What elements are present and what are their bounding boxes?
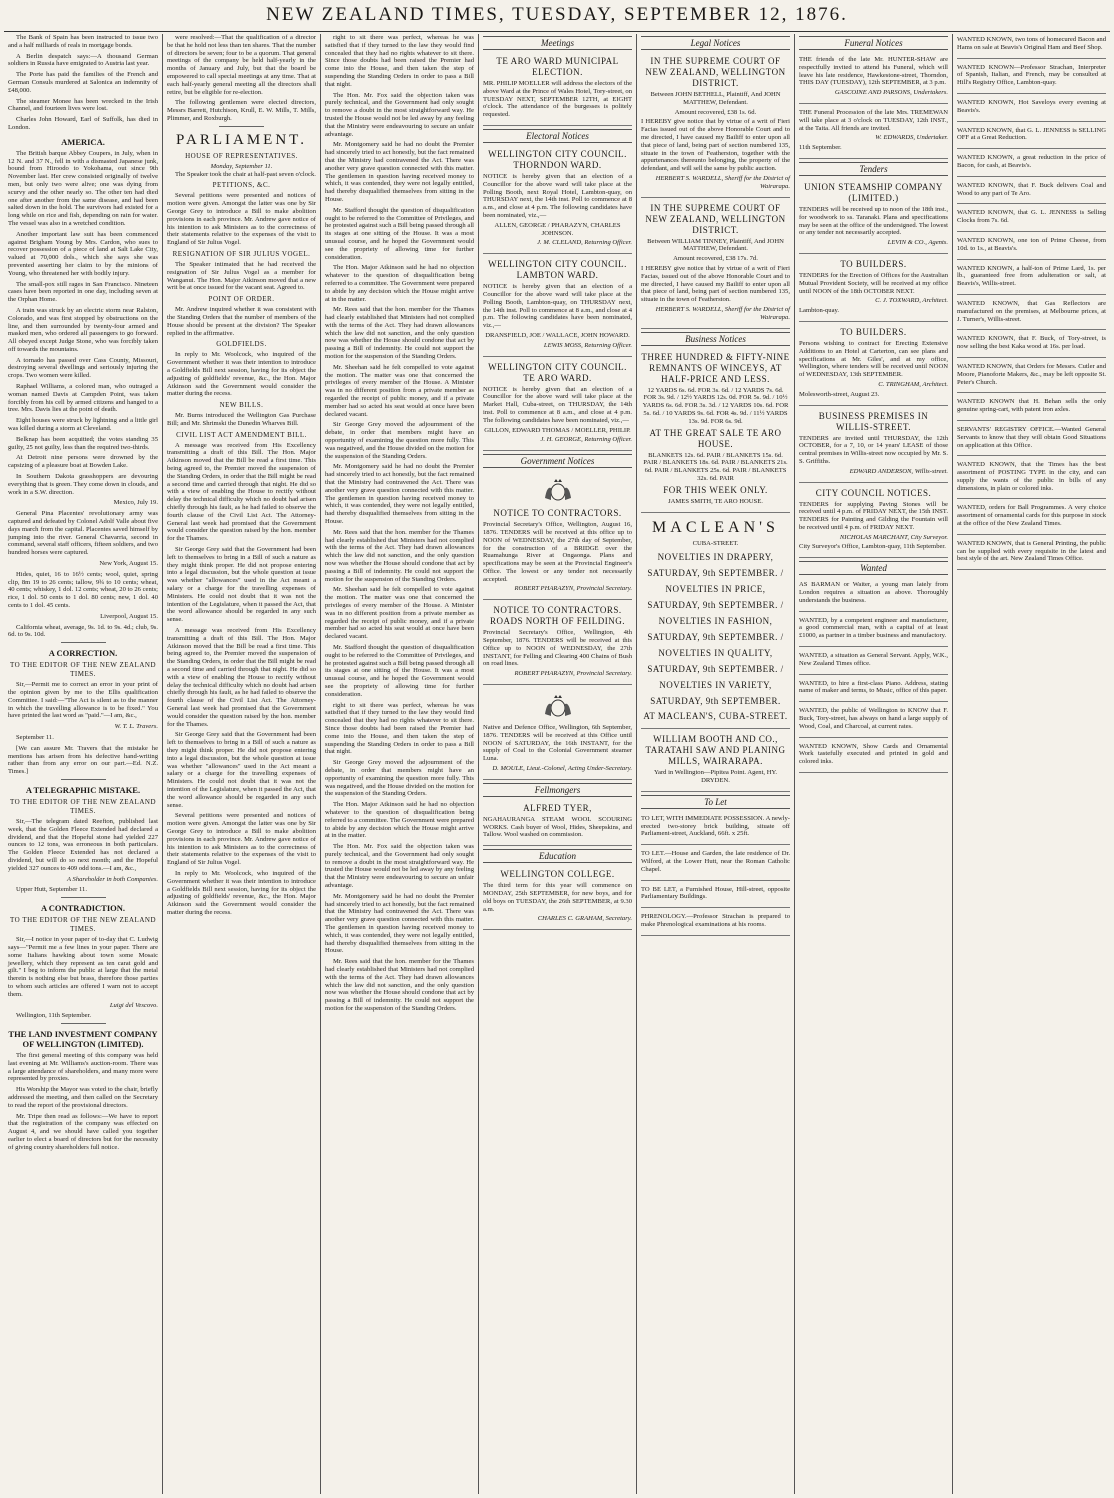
- contradiction-heading: A CONTRADICTION.: [40, 903, 126, 914]
- masthead: NEW ZEALAND TIMES, TUESDAY, SEPTEMBER 12, 1876.: [266, 4, 848, 25]
- phrenology-ad: [641, 911, 790, 936]
- to-let-section-heading: To Let: [641, 795, 790, 809]
- to-let-ad: [641, 884, 790, 909]
- column-4: [478, 34, 636, 1494]
- ad-text: WANTED, by a competent engineer and manufacturer, a good commercial man, with a capital of at least £1000, as partner in a timber business and manufactory.: [799, 616, 948, 640]
- price-list: BLANKETS 12s. 6d. PAIR / BLANKETS 15s. 6d. PAIR / BLANKETS 18s. 6d. PAIR / BLANKETS 21s. 6d. PAIR / BLANKETS 25s. 6d. PAIR / BLANKETS 32s. 6d. PAIR: [643, 451, 788, 482]
- education-section-heading: Education: [483, 849, 632, 863]
- signature: D. MOULE, Lieut.-Colonel, Acting Under-Secretary.: [492, 765, 632, 773]
- paragraph: General Pina Placentes' revolutionary army was captured and defeated by Colonel Adolf Valle about five days march from the capital. Placentes saved himself by jumping into the river. General Chavarria, second in command, several staff officers, fifteen soldiers, and two hundred horses were captured.: [8, 510, 158, 557]
- ad-text: WANTED KNOWN, a half-ton of Prime Lard, 1s. per lb., guaranteed free from adulteration or salt, at Beavis's, Willis-street.: [957, 264, 1106, 288]
- correction-heading: A CORRECTION.: [48, 648, 118, 659]
- ad-text: WANTED KNOWN, one ton of Prime Cheese, from 10d. to 1s., at Beavis's.: [957, 236, 1106, 252]
- royal-crest-icon: [541, 478, 575, 504]
- notice-text: Native and Defence Office, Wellington, 6th September, 1876. TENDERS will be received at this Office until NOON of SATURDAY, the 16th INSTANT, for the supply of Coal to the Colonial Government steamer Luna.: [483, 724, 632, 763]
- telegraphic-heading: A TELEGRAPHIC MISTAKE.: [25, 784, 141, 795]
- meeting-notice: [483, 54, 632, 126]
- petitions-heading: PETITIONS, &C.: [212, 181, 271, 190]
- paragraph: Hides, quiet, 16 to 16½ cents; wool, quiet, spring clip, 8m 19 to 26 cents; tallow, 9¾ to 10 cents; wheat, 40 cents; whiskey, 1 dol. 12 cents; wheat, 20 to 26 cents; rice, 1 dol. 50 cents to 1 dol. 80 cents; new, 1 dol. 40 cents to 1 dol. 45 cents.: [8, 570, 158, 609]
- ad-text: WANTED KNOWN, Show Cards and Ornamental Work tastefully executed and printed in gold and colored inks.: [799, 742, 948, 766]
- column-6: [794, 34, 952, 1494]
- to-let-ad: [641, 813, 790, 845]
- newspaper-columns: [4, 34, 1110, 1494]
- to-let-ad: [641, 848, 790, 880]
- ad-text: WANTED, orders for Ball Programmes. A very choice assortment of ornamental cards for this purpose in stock at the office of the New Zealand Times.: [957, 504, 1106, 528]
- wanted-ad: [799, 615, 948, 647]
- column-7: [952, 34, 1110, 1494]
- letter-address: TO THE EDITOR OF THE NEW ZEALAND TIMES.: [9, 797, 156, 815]
- column-3: [320, 34, 478, 1494]
- dateline: September 11.: [16, 733, 54, 741]
- paragraph: The Hon. Mr. Fox said the objection taken was purely technical, and the Government had only sought to remove a doubt in the most straightforward way. He trusted the House would not be led away by any feeling that the Ministry were endeavouring to secure an unfair advantage.: [325, 843, 474, 890]
- paragraph: The Speaker took the chair at half-past seven o'clock.: [175, 170, 316, 178]
- te-aro-house-ad: [641, 350, 790, 513]
- wanted-ad: [957, 207, 1106, 232]
- goldfields-heading: GOLDFIELDS.: [216, 340, 267, 349]
- notice-title: NOTICE TO CONTRACTORS. ROADS NORTH OF FEILDING.: [490, 605, 625, 627]
- paragraph: Charles John Howard, Earl of Suffolk, has died in London.: [8, 116, 158, 131]
- paragraph: Belknap has been acquitted; the votes standing 35 guilty, 25 not guilty, less than the required two-thirds.: [8, 435, 158, 451]
- paragraph: The Hon. Major Atkinson said he had no objection whatever to the question of disqualification being referred to a committee. The Government were prepared to abide by any decision which the House might arrive at in the matter.: [325, 264, 474, 303]
- signature: JAMES SMITH, TE ARO HOUSE.: [668, 497, 763, 505]
- notice-title: TE ARO WARD MUNICIPAL ELECTION.: [496, 56, 619, 77]
- paragraph: Eight houses were struck by lightning and a little girl was killed during a storm at Cleveland.: [8, 417, 158, 433]
- signature: CHARLES C. GRAHAM, Secretary.: [537, 915, 632, 923]
- candidates: DRANSFIELD, JOE / WALLACE, JOHN HOWARD.: [485, 331, 630, 339]
- dateline: Mexico, July 19.: [113, 499, 158, 507]
- ad-title: TO BUILDERS.: [840, 326, 907, 337]
- ad-title: CITY COUNCIL NOTICES.: [815, 487, 932, 498]
- dateline: Molesworth-street, August 23.: [799, 390, 880, 398]
- signature: W. EDWARDS, Undertaker.: [875, 134, 948, 142]
- notice-text: THE friends of the late Mr. HUNTER-SHAW are respectfully invited to attend his Funeral, which will leave his late residence, Hawkestone-street, Thorndon, THIS DAY (TUESDAY), 12th SEPTEMBER, at 3 p.m.: [799, 56, 948, 87]
- paragraph: At Detroit nine persons were drowned by the capsizing of a pleasure boat at Bowden Lake.: [8, 454, 158, 470]
- signature: ROBERT PHARAZYN, Provincial Secretary.: [514, 670, 632, 678]
- funeral-notice: [799, 54, 948, 104]
- royal-crest-icon: [541, 694, 575, 720]
- paragraph: The Bank of Spain has been instructed to issue two and a half milliards of reals in mortgage bonds.: [8, 34, 158, 49]
- notice-text: I HEREBY give notice that by virtue of a writ of Fieri Facias issued out of the above Honorable Court and to me directed, I have caused my Bailiff to enter upon all that piece of land, being part of section numbered 135, situate in the town of Featherston, together with the appurtenances thereunto belonging, the property of the defendant, and will sell the same by public auction.: [641, 118, 790, 173]
- ad-text: WANTED KNOWN that H. Behan sells the only genuine spring-cart, with patent iron axles.: [957, 398, 1106, 414]
- separator: [61, 642, 106, 643]
- paragraph: Mr. Andrew inquired whether it was consistent with the Standing Orders that the number of members of the House should be present at the division? The Speaker replied in the affirmative.: [167, 306, 316, 337]
- ad-text: WANTED KNOWN, Hot Saveloys every evening at Beavis's.: [957, 98, 1106, 114]
- tender-ad: [799, 180, 948, 254]
- signature: ROBERT PHARAZYN, Provincial Secretary.: [514, 585, 632, 593]
- ad-title: THREE HUNDRED & FIFTY-NINE REMNANTS OF WINCEYS, AT HALF-PRICE AND LESS.: [641, 351, 790, 384]
- paragraph: The following gentlemen were elected directors, Messrs Barrett, Hutchison, Krull, E. W. Mills, T. Mills, Plimmer, and Roxburgh.: [167, 99, 316, 122]
- wanted-ad: [957, 361, 1106, 393]
- ad-text: TO BE LET, a Furnished House, Hill-street, opposite Parliamentary Buildings.: [641, 885, 790, 901]
- wanted-ad: [957, 298, 1106, 330]
- paragraph: The Hon. Mr. Fox said the objection taken was purely technical, and the Government had only sought to remove a doubt in the most straightforward way. He trusted the House would not be led away by any feeling that the Ministry were endeavouring to secure an unfair advantage.: [325, 91, 474, 138]
- dateline: Lambton-quay.: [799, 307, 840, 315]
- signature: EDWARD ANDERSON, Willis-street.: [849, 467, 948, 475]
- ad-lines: NOVELTIES IN DRAPERY, SATURDAY, 9th SEPTEMBER. / NOVELTIES IN PRICE, SATURDAY, 9th SEPTEMBER. / NOVELTIES IN FASHION, SATURDAY, 9th SEPTEMBER. / NOVELTIES IN QUALITY, SATURDAY, 9th SEPTEMBER. / NOVELTIES IN VARIETY, SATURDAY, 9th SEPTEMBER.: [647, 552, 784, 707]
- notice-text: NOTICE is hereby given that an election of a Councillor for the above ward will take place at the Market Hall, Cuba-street, on THURSDAY, the 14th inst. Poll to commence at 8 a.m., and close at 4 p.m. The following candidates have been nominated, viz.,—: [483, 385, 632, 424]
- wanted-ad: [799, 678, 948, 703]
- separator: [61, 1023, 106, 1024]
- government-section-heading: Government Notices: [483, 454, 632, 468]
- notice-text: NOTICE is hereby given that an election of a Councillor for the above ward will take place at the Polling Booth, Lambton-quay, on THURSDAY next, the 14th inst. Poll to commence at 8 a.m., and close at 4 p.m. The following candidates have been nominated, viz.,—: [483, 283, 632, 330]
- maclean-ad: [641, 516, 790, 730]
- paragraph: Mr. Montgomery said he had no doubt the Premier had sincerely tried to act honestly, but the fact remained that the Ministry had contravened the Act. There was another very grave question connected with this matter. The gentlemen in question having received money to which, it was contended, they were not legally entitled, had thereby disqualified themselves from sitting in the House.: [325, 141, 474, 203]
- house-heading: HOUSE OF REPRESENTATIVES.: [185, 151, 298, 160]
- notice-title: WELLINGTON CITY COUNCIL. LAMBTON WARD.: [488, 259, 627, 281]
- paragraph: The British barque Abbey Coupers, in July, when in 12 N. and 37 N., fell in with a dismasted Japanese junk, bound from Hiroodo to Yokohama, out since 9th November last. Her crew consisted originally of twelve men, but only two were alive; one was dying from scurvy and the other nearly so. The other ten had died one after another from the same disease, and had been salted down in the hold. The survivors had existed for a long while on rice and fish, depending on rain for water. The vessel was also in a wretched condition.: [8, 149, 158, 227]
- ad-text: TENDERS for the Erection of Offices for the Australian Mutual Provident Society, will be received at my office until NOON of the 18th OCTOBER NEXT.: [799, 271, 948, 295]
- signature: A Shareholder in both Companies.: [66, 875, 158, 883]
- paragraph: Mr. Sheehan said he felt compelled to vote against the motion. The matter was one that concerned the privileges of every member of the House. A Minister was in no different position from a private member as regarded the receipt of public money, and if a private member had so acted his seat would at once have been declared vacant.: [325, 363, 474, 418]
- wanted-ad: [799, 741, 948, 773]
- signature: Luigi del Vescovo.: [109, 1001, 158, 1009]
- signature: HERBERT S. WARDELL, Sheriff for the District of Wairarapa.: [655, 305, 790, 321]
- signature: LEVIN & CO., Agents.: [887, 239, 948, 247]
- column-1: [4, 34, 162, 1494]
- ad-text: WANTED KNOWN—Professor Strachan, Interpreter of Spanish, Italian, and French, may be consulted at Hill's Registry Office, Lambton-quay.: [957, 63, 1106, 87]
- signature: HERBERT S. WARDELL, Sheriff for the District of Wairarapa.: [655, 174, 790, 190]
- wanted-ad: [957, 396, 1106, 421]
- paragraph: A message was received from His Excellency transmitting a draft of this Bill. The Hon. Major Atkinson moved that the Bill be read a first time. This being agreed to, the Premier moved the suspension of the Standing Orders, in order that the Bill might be read a second time and carried through that night. He did so with a view of enabling the House to rectify without delay the technical difficulty which no doubt had arisen chiefly through his fault, as he had failed to observe the fourth clause of the Civil List Act. The Attorney-General last week had promised that the Government would consider the question raised by the hon. member for the Thames.: [167, 627, 316, 728]
- paragraph: Several petitions were presented and notices of motion were given. Amongst the latter was one by Sir George Grey to introduce a Bill to make abolition provisions in each province. Mr. Andrew gave notice of his intention to ask Ministers as to the correctness of their statements relative to the expenses of the visit to England of Sir Julius Vogel.: [167, 192, 316, 247]
- ad-text: Yard in Wellington—Pipitea Point. Agent, HY. DRYDEN.: [653, 769, 778, 785]
- paragraph: Mr. Montgomery said he had no doubt the Premier had sincerely tried to act honestly, but the fact remained that the Ministry had contravened the Act. There was another very grave question connected with this matter. The gentlemen in question having received money to which, it was contended, they were not legally entitled, had thereby disqualified themselves from sitting in the House.: [325, 463, 474, 526]
- ad-text: WANTED KNOWN, that is General Printing, the public can be supplied with every requisite in the latest and best style of the art. New Zealand Times Office.: [957, 539, 1106, 563]
- paragraph: Sir,—The telegram dated Reefton, published last week, that the Golden Fleece Extended had declared a dividend, and that the Hopeful stone had yielded 227 ounces to 12 tons, was erroneous in both particulars. The Golden Fleece Extended has not declared a dividend, but will do so next month; and the Hopeful yielded 327 ounces to 409 odd tons.—I am, &c.,: [8, 817, 158, 872]
- electoral-notice: [483, 147, 632, 254]
- paragraph: Mr. Tripe then read as follows:—We have to report that the registration of the company was effected on August 4, and we should have called you together earlier to elect a board of directors but for the necessity of giving country shareholders full notice.: [8, 1112, 158, 1151]
- wanted-ad: [957, 34, 1106, 59]
- paragraph: right to sit there was perfect, whereas he was satisfied that if they turned to the law they would find concealed that they had no rights whatever to sit there. Since those doubts had been raised the Premier had come into the House, and then taken the step of suspending the Standing Orders in order to pass a Bill that night.: [325, 701, 474, 756]
- ad-text: TENDERS are invited until THURSDAY, the 12th OCTOBER, for a 7, 10, or 14 years' LEASE of those central premises in Willis-street now occupied by Mr. S. S. Griffiths.: [799, 434, 948, 465]
- paragraph: His Worship the Mayor was voted to the chair, briefly addressed the meeting, and then called on the Secretary to read the report of the provisional directors.: [8, 1086, 158, 1109]
- government-notice: [483, 688, 632, 780]
- resignation-heading: RESIGNATION OF SIR JULIUS VOGEL.: [172, 249, 311, 258]
- paragraph: A train was struck by an electric storm near Ralston, Colorado, and was first stopped by obstructions on the line, and then surrounded by twenty-four armed and masked men, who ordered all passengers to go forward. All obeyed except Judge Stone, who was forcibly taken off towards the mountains.: [8, 306, 158, 353]
- wanted-ad: [957, 97, 1106, 122]
- ad-text: WANTED KNOWN, that F. Buck delivers Coal and Wood to any part of Te Aro.: [957, 181, 1106, 197]
- paragraph: A message was received from His Excellency transmitting a draft of this Bill. The Hon. Major Atkinson moved that the Bill be read a first time. This being agreed to, the Premier moved the suspension of the Standing Orders, in order that the Bill might be read a second time and carried through that night. He did so with a view of enabling the House to rectify without delay the technical difficulty which no doubt had arisen chiefly through his fault, as he had failed to observe the fourth clause of the Civil List Act. The Attorney-General last week had promised that the Government would consider the question raised by the hon. member for the Thames.: [167, 441, 316, 543]
- electoral-notice: [483, 360, 632, 452]
- separator: [61, 897, 106, 898]
- signature: W. T. L. Travers.: [114, 723, 158, 731]
- education-ad: [483, 867, 632, 930]
- paragraph: A Berlin despatch says:—A thousand German soldiers in Russia have emigrated to Austria last year.: [8, 52, 158, 68]
- wanted-ad: [957, 502, 1106, 534]
- dateline: City Surveyor's Office, Lambton-quay, 11th September.: [799, 543, 946, 551]
- ad-text: TENDERS will be received up to noon of the 18th inst., for woodwork to ss. Taranaki. Plans and specifications may be seen at the office of the undersigned. The lowest or any tender not necessarily accepted.: [799, 205, 948, 237]
- wanted-ad: [957, 62, 1106, 94]
- land-company-heading: THE LAND INVESTMENT COMPANY OF WELLINGTON (LIMITED).: [8, 1029, 158, 1050]
- dateline: Wellington, 11th September.: [16, 1012, 92, 1020]
- masthead-rule: [4, 31, 1110, 32]
- america-heading: AMERICA.: [61, 136, 105, 147]
- wanted-ad: [799, 650, 948, 675]
- ad-text: TO LET, WITH IMMEDIATE POSSESSION. A newly-erected two-storey brick building, situate off Parliament-street, Auckland, 66ft. x 25ft.: [641, 814, 790, 838]
- tender-ad: [799, 325, 948, 406]
- paragraph: The Speaker intimated that he had received the resignation of Sir Julius Vogel as a member for Wanganui. The Hon. Major Atkinson moved that a new writ be at once issued for the vacant seat. Agreed to.: [167, 260, 316, 292]
- new-bills-heading: NEW BILLS.: [219, 401, 264, 410]
- signature: GASCOINE AND PARSONS, Undertakers.: [834, 89, 948, 97]
- paragraph: The first general meeting of this company was held last evening at Mr. Williams's auction-room. There was a large attendance of shareholders, and many more were represented by proxies.: [8, 1052, 158, 1083]
- paragraph: Mr. Rees said that the hon. member for the Thames had clearly established that Ministers had not complied with the terms of the Act. They had drawn allowances which the law did not sanction, and the only question now was whether the House should condone that act by passing a Bill of indemnity. He could not support the motion for the suspension of the Standing Orders.: [325, 528, 474, 583]
- candidates: ALLEN, GEORGE / PHARAZYN, CHARLES JOHNSON.: [494, 221, 621, 237]
- wanted-ad: [957, 263, 1106, 295]
- ad-text: WANTED KNOWN, that Gas Reflectors are manufactured on the premises, at Melbourne prices, at J. Turner's, Willis-street.: [957, 299, 1106, 323]
- letter-address: TO THE EDITOR OF THE NEW ZEALAND TIMES.: [9, 916, 156, 934]
- paragraph: [We can assure Mr. Travers that the mistake he mentions has arisen from his defective hand-writing rather than from any error on our part.—Ed. N.Z. Times.]: [8, 744, 158, 776]
- tender-ad: [799, 257, 948, 322]
- fellmonger-ad: [483, 801, 632, 846]
- paragraph: Mr. Burns introduced the Wellington Gas Purchase Bill; and Mr. Shrimski the Dunedin Wharves Bill.: [167, 412, 316, 427]
- ad-text: NGAHAURANGA STEAM WOOL SCOURING WORKS. Cash buyer of Wool, Hides, Sheepskins, and Tallow. Wool washed on commission.: [483, 815, 632, 839]
- paragraph: were resolved:—That the qualification of a director be that he hold not less than ten shares. That the number of directors be seven; four to be a quorum. That general meetings of the company be held half-yearly in the months of January and July, but that the board be empowered to call special meetings at any time. That at each half-yearly general meeting all the directors shall retire, but be eligible for re-election.: [167, 34, 316, 96]
- paragraph: Sir George Grey moved the adjournment of the debate, in order that members might have an opportunity of examining the question more fully. This was negatived, and the House divided on the motion for the suspension of the Standing Orders.: [325, 759, 474, 798]
- ad-text: The third term for this year will commence on MONDAY, 25th SEPTEMBER, for new boys, and for old boys on TUESDAY, the 26th SEPTEMBER, at 9.30 a.m.: [483, 882, 632, 913]
- amount: Amount recovered, £38 17s. 7d.: [673, 255, 758, 263]
- ad-subtitle: FOR THIS WEEK ONLY.: [663, 484, 768, 495]
- ad-text: WANTED, the public of Wellington to KNOW that F. Buck, Tory-street, has always on hand a large supply of Wood, Coal, and Charcoal, at current rates.: [799, 707, 948, 730]
- paragraph: California wheat, average, 9s. 1d. to 9s. 4d.; club, 9s. 6d. to 9s. 10d.: [8, 623, 158, 639]
- notice-title: WELLINGTON CITY COUNCIL. THORNDON WARD.: [488, 148, 627, 170]
- ad-title: ALFRED TYER,: [523, 802, 592, 813]
- ad-text: WANTED, a situation as General Servant. Apply, W.K., New Zealand Times office.: [799, 652, 948, 667]
- ad-street: CUBA-STREET.: [692, 539, 739, 547]
- ad-title: UNION STEAMSHIP COMPANY (LIMITED.): [804, 181, 943, 203]
- paragraph: The steamer Monee has been wrecked in the Irish Channel, and fourteen lives were lost.: [8, 97, 158, 113]
- signature: NICHOLAS MARCHANT, City Surveyor.: [839, 533, 948, 541]
- column-2: [162, 34, 320, 1494]
- ad-text: WANTED KNOWN, a great reduction in the price of Bacon, for cash, at Beavis's.: [957, 154, 1106, 169]
- dateline: Liverpool, August 15.: [100, 612, 158, 620]
- amount: Amount recovered, £38 1s. 6d.: [674, 108, 757, 116]
- ad-text: SERVANTS' REGISTRY OFFICE.—Wanted General Servants to know that they will obtain Good Situations on application at this Office.: [957, 425, 1106, 449]
- ad-text: PHRENOLOGY.—Professor Strachan is prepared to make Phrenological examinations at his rooms.: [641, 913, 790, 929]
- ad-text: WANTED KNOWN, that Orders for Messrs. Cutler and Moore, Pianoforte Makers, &c., may be left opposite St. Peter's Church.: [957, 362, 1106, 386]
- ad-title: WILLIAM BOOTH AND CO., TARATAHI SAW AND PLANING MILLS, WAIRARAPA.: [645, 734, 786, 767]
- price-list: 12 YARDS 6s. 6d. FOR 3s. 6d. / 12 YARDS 7s. 6d. FOR 3s. 9d. / 12½ YARDS 12s. 0d. FOR 5s. 9d. / 10½ YARDS 6s. 6d. FOR 3s. 3d. / 12 YARDS 10s. 6d. FOR 5s. 6d. / 10 YARDS 9s. 6d. FOR 4s. 9d. / 11½ YARDS 13s. 9d. FOR 6s. 9d.: [642, 386, 789, 425]
- ad-title: BUSINESS PREMISES IN WILLIS-STREET.: [818, 410, 929, 432]
- house-date: Monday, September 11.: [210, 162, 273, 170]
- meetings-section-heading: Meetings: [483, 36, 632, 50]
- notice-text: THE Funeral Procession of the late Mrs. TREMEWAN will take place at 3 o'clock on TUESDAY, 12th INST., at the Taita. All friends are invited.: [799, 108, 948, 132]
- ad-text: TO LET.—House and Garden, the late residence of Dr. Wilford, at the Lower Hutt, near the Roman Catholic Chapel.: [641, 850, 790, 873]
- paragraph: Mr. Sheehan said he felt compelled to vote against the motion. The matter was one that concerned the privileges of every member of the House. A Minister was in no different position from a private member as regarded the receipt of public money, and if a private member had so acted his seat would at once have been declared vacant.: [325, 586, 474, 641]
- wanted-ad: [799, 579, 948, 611]
- signature: J. H. GEORGE, Returning Officer.: [540, 436, 632, 444]
- tenders-section-heading: Tenders: [799, 162, 948, 176]
- paragraph: Mr. Rees said that the hon. member for the Thames had clearly established that Ministers had not complied with the terms of the Act. They had drawn allowances which the law did not sanction, and the only question now was whether the House should condone that act by passing a Bill of indemnity. He could not support the motion for the suspension of the Standing Orders.: [325, 306, 474, 361]
- electoral-section-heading: Electoral Notices: [483, 129, 632, 143]
- wanted-ad: [957, 538, 1106, 570]
- parties: Between WILLIAM TINNEY, Plaintiff, And JOHN MATTHEW, Defendant.: [647, 237, 784, 253]
- paragraph: The Hon. Major Atkinson said he had no objection whatever to the question of disqualification being referred to a committee. The Government were prepared to abide by any decision which the House might arrive at in the matter.: [325, 801, 474, 840]
- paragraph: right to sit there was perfect, whereas he was satisfied that if they turned to the law they would find concealed that they had no rights whatever to sit there. Since those doubts had been raised the Premier had come into the House, and then taken the step of suspending the Standing Orders in order to pass a Bill that night.: [325, 34, 474, 88]
- wanted-section-heading: Wanted: [799, 561, 948, 575]
- legal-notice: [641, 201, 790, 329]
- paragraph: Sir George Grey said that the Government had been left to themselves to bring in a Bill of such a nature as they might think proper. He did not propose entering into a legal discussion, but the whole question at issue was whether "allowances" used in the Act meant a salary or a charge for the travelling expenses of Ministers. He could not doubt that it was not the intention of the Legislature, when it passed the Act, that the word allowance should be regarded in any such sense.: [167, 546, 316, 624]
- notice-title: IN THE SUPREME COURT OF NEW ZEALAND, WELLINGTON DISTRICT.: [645, 56, 786, 88]
- government-notice: [483, 603, 632, 685]
- ad-text: WANTED KNOWN, that G. L. JENNESS is SELLING OFF at a Great Reduction.: [957, 126, 1106, 142]
- legal-notice: [641, 54, 790, 198]
- servants-registry-ad: [957, 424, 1106, 456]
- dateline: 11th September.: [799, 144, 842, 152]
- paragraph: Sir George Grey moved the adjournment of the debate, in order that members might have an opportunity of examining the question more fully. This was negatived, and the House divided on the motion for the suspension of the Standing Orders.: [325, 421, 474, 460]
- paragraph: Raphael Williams, a colored man, who outraged a woman named Davis at Campden Point, was taken forcibly from his cell by armed citizens and hanged to a tree. Mrs. Davis lies at the point of death.: [8, 383, 158, 414]
- paragraph: Mr. Rees said that the hon. member for the Thames had clearly established that Ministers had not complied with the terms of the Act. They had drawn allowances which the law did not sanction, and the only question now was whether the House should condone that act by passing a Bill of indemnity. He could not support the motion for the suspension of the Standing Orders.: [325, 958, 474, 1013]
- parties: Between JOHN BETHELL, Plaintiff, And JOHN MATTHEW, Defendant.: [650, 91, 781, 106]
- paragraph: Sir,—I notice in your paper of to-day that C. Ludwig says—"Permit me a few lines in your paper. There are some Italians hawking about town some Mosaic jewellery, which they represent as ten carat gold and gilt." I beg to inform the public at large that the metal therein is nothing else but brass, therefore those parties to whom such articles are offered I warn not to accept them.: [8, 936, 158, 998]
- notice-text: MR. PHILIP MOELLER will address the electors of the above Ward at the Prince of Wales Hotel, Tory-street, on TUESDAY NEXT, SEPTEMBER 12TH, at EIGHT o'clock. The attendance of the burgesses is politely requested.: [483, 80, 632, 119]
- paragraph: In reply to Mr. Woolcock, who inquired of the Government whether it was their intention to introduce a Goldfields Bill next session, having for its object the adjusting of goldfields' revenue, &c., the Hon. Major Atkinson said the Government would consider the matter during the recess.: [167, 869, 316, 916]
- column-5: [636, 34, 794, 1494]
- tender-ad: [799, 486, 948, 559]
- signature: J. M. CLELAND, Returning Officer.: [537, 239, 632, 247]
- paragraph: A tornado has passed over Cass County, Missouri, destroying several dwellings and seriously injuring the crops. Two women were killed.: [8, 356, 158, 380]
- notice-title: IN THE SUPREME COURT OF NEW ZEALAND, WELLINGTON DISTRICT.: [645, 202, 786, 235]
- signature: C. TRINGHAM, Architect.: [878, 380, 948, 388]
- dateline: New York, August 15.: [99, 560, 158, 568]
- ad-subtitle: AT THE GREAT SALE TE ARO HOUSE.: [649, 427, 782, 449]
- paragraph: Sir,—Permit me to correct an error in your print of the opinion given by me to the Ellis qualification Committee. I said:—"The Act is silent as to the manner in which the travelling allowance is to be fixed." You have printed the last word as "paid."—I am, &c.,: [8, 681, 158, 720]
- ad-text: WANTED, to hire a first-class Piano. Address, stating name of maker and terms, to Music, office of this paper.: [799, 679, 948, 695]
- ad-title: MACLEAN'S: [652, 518, 779, 536]
- notice-text: I HEREBY give notice that by virtue of a writ of Fieri Facias, issued out of the above Honorable Court and to me directed, I have caused my Bailiff to enter upon all that piece of land, being part of section numbered 135, situate in the town of Featherston.: [641, 264, 790, 304]
- booth-ad: [641, 732, 790, 792]
- funeral-section-heading: Funeral Notices: [799, 36, 948, 50]
- ad-text: AS BARMAN or Waiter, a young man lately from London requires a situation as above. Thoroughly understands the business.: [799, 581, 948, 604]
- ad-title: WELLINGTON COLLEGE.: [500, 869, 615, 880]
- parliament-heading: PARLIAMENT.: [176, 131, 307, 148]
- wanted-ad: [957, 459, 1106, 499]
- notice-title: NOTICE TO CONTRACTORS.: [493, 508, 622, 519]
- paragraph: In reply to Mr. Woolcock, who inquired of the Government whether it was their intention to introduce a Goldfields Bill next session, having for its object the adjusting of goldfields' revenue, &c., the Hon. Major Atkinson said the Government would consider the matter during the recess.: [167, 351, 316, 398]
- notice-text: Provincial Secretary's Office, Wellington, 4th September, 1876. TENDERS will be received at this Office up to NOON of WEDNESDAY, the 27th INSTANT, for Felling and Clearing 400 Chains of Bush on road lines.: [483, 629, 632, 668]
- notice-title: WELLINGTON CITY COUNCIL. TE ARO WARD.: [488, 361, 627, 383]
- ad-text: WANTED KNOWN, that the Times has the best assortment of POSTING TYPE in the city, and can supply the wants of the public in bills of any dimensions, in plain or colored inks.: [957, 461, 1106, 492]
- wanted-ad: [799, 705, 948, 737]
- wanted-ad: [957, 125, 1106, 150]
- ad-text: TENDERS for supplying Paving Stones will be received until 4 p.m. of FRIDAY NEXT, the 15th INST. TENDERS for Painting and Gilding the Fountain will be received until 4 p.m. of FRIDAY NEXT.: [799, 500, 948, 531]
- funeral-notice: [799, 107, 948, 159]
- paragraph: Several petitions were presented and notices of motion were given. Amongst the latter was one by Sir George Grey to introduce a Bill to make abolition provisions in each province. Mr. Andrew gave notice of his intention to ask Ministers as to the correctness of their statements relative to the expenses of the visit to England of Sir Julius Vogel.: [167, 812, 316, 867]
- electoral-notice: [483, 257, 632, 356]
- government-notice: [483, 472, 632, 600]
- legal-section-heading: Legal Notices: [641, 36, 790, 50]
- tender-ad: [799, 409, 948, 483]
- fellmongers-section-heading: Fellmongers: [483, 783, 632, 797]
- ad-text: WANTED KNOWN, that G. L. JENNESS is Selling Clocks from 7s. 6d.: [957, 209, 1106, 225]
- signature: C. J. TOXWARD, Architect.: [875, 297, 948, 305]
- letter-address: TO THE EDITOR OF THE NEW ZEALAND TIMES.: [9, 661, 156, 679]
- signature: LEWIS MOSS, Returning Officer.: [543, 341, 632, 349]
- candidates: GILLON, EDWARD THOMAS / MOELLER, PHILIP.: [484, 426, 631, 434]
- ad-title: TO BUILDERS.: [840, 258, 907, 269]
- paragraph: Mr. Stafford thought the question of disqualification ought to be referred to the Committee of Privileges, and he protested against such a Bill being passed through all its stages at one sitting of the House. It was a most unusual course, and he hoped the Government would see the propriety of allowing time for further consideration.: [325, 643, 474, 698]
- order-heading: POINT OF ORDER.: [208, 295, 275, 304]
- ad-text: WANTED KNOWN, that F. Buck, of Tory-street, is now selling the best Kaka wood at 16s. per load.: [957, 335, 1106, 351]
- dateline: Upper Hutt, September 11.: [16, 886, 87, 894]
- wanted-ad: [957, 180, 1106, 205]
- notice-text: Provincial Secretary's Office, Wellington, August 16, 1876. TENDERS will be received at this office up to NOON of WEDNESDAY, the 27th day of September, for the construction of a BRIDGE over the Ruamahunga River at Ongaonga. Plans and specifications may be seen at the Provincial Engineer's Office. The lowest or any tender not necessarily accepted.: [483, 521, 632, 583]
- paragraph: Another important law suit has been commenced against Brigham Young by Mrs. Cardon, who sues to recover possession of a piece of land at Salt Lake City, valued at 70,000 dols., which she says she was prevented asserting her claim to by the minions of Young, who threatened her with bodily injury.: [8, 230, 158, 277]
- business-section-heading: Business Notices: [641, 332, 790, 346]
- paragraph: In Southern Dakota grasshoppers are devouring everything that is green. They come down in clouds, and work in a S.W. direction.: [8, 473, 158, 496]
- paragraph: Mr. Montgomery said he had no doubt the Premier had sincerely tried to act honestly, but the fact remained that the Ministry had contravened the Act. There was another very grave question connected with this matter. The gentlemen in question having received money to which, it was contended, they were not legally entitled, had thereby disqualified themselves from sitting in the House.: [325, 892, 474, 955]
- wanted-ad: [957, 152, 1106, 177]
- wanted-ad: [957, 333, 1106, 358]
- ad-text: WANTED KNOWN, two tons of homecured Bacon and Hams on sale at Beavis's Original Ham and Beef Shop.: [957, 36, 1106, 51]
- separator: [219, 126, 264, 127]
- paragraph: The Porte has paid the families of the French and German Consuls murdered at Salonica an indemnity of £48,000.: [8, 71, 158, 94]
- civil-list-heading: CIVIL LIST ACT AMENDMENT BILL.: [176, 430, 307, 439]
- ad-footer: AT MACLEAN'S, CUBA-STREET.: [643, 711, 788, 722]
- paragraph: The small-pox still rages in San Francisco. Nineteen cases have been reported in one day, including seven at the Orphan Home.: [8, 280, 158, 304]
- wanted-ad: [957, 235, 1106, 260]
- paragraph: Sir George Grey said that the Government had been left to themselves to bring in a Bill of such a nature as they might think proper. He did not propose entering into a legal discussion, but the whole question at issue was whether "allowances" used in the Act meant a salary or a charge for the travelling expenses of Ministers. He could not doubt that it was not the intention of the Legislature, when it passed the Act, that the word allowance should be regarded in any such sense.: [167, 731, 316, 809]
- notice-text: NOTICE is hereby given that an election of a Councillor for the above ward will take place at the Polling Booth, next Royal Hotel, Lambton-quay, on THURSDAY next, the 14th inst. Poll to commence at 8 a.m., and close at 4 p.m. The following candidates have been nominated, viz.,—: [483, 172, 632, 219]
- paragraph: Mr. Stafford thought the question of disqualification ought to be referred to the Committee of Privileges, and he protested against such a Bill being passed through all its stages at one sitting of the House. It was a most unusual course, and he hoped the Government would see the propriety of allowing time for further consideration.: [325, 206, 474, 261]
- ad-text: Persons wishing to contract for Erecting Extensive Additions to an Hotel at Carterton, can see plans and specifications at Mr. Giles', and at my office, Wellington, where tenders will be received until NOON of WEDNESDAY, 13th SEPTEMBER.: [799, 339, 948, 379]
- separator: [61, 779, 106, 780]
